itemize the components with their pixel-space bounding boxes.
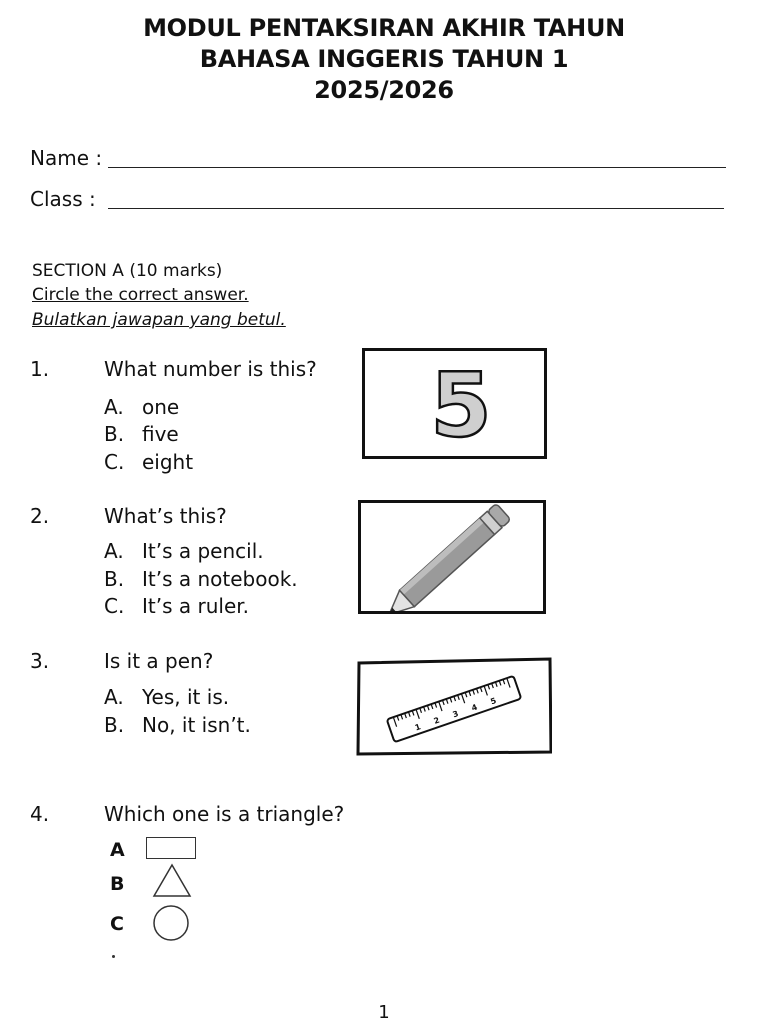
ruler-mark-label: 2 bbox=[432, 715, 441, 726]
instruction-english: Circle the correct answer. bbox=[32, 285, 249, 305]
name-field[interactable] bbox=[108, 167, 726, 168]
option-letter: C. bbox=[104, 450, 125, 474]
question-number: 4. bbox=[30, 802, 50, 826]
question-number: 3. bbox=[30, 649, 50, 673]
option-2c[interactable] bbox=[104, 594, 249, 618]
page-number: 1 bbox=[378, 1002, 390, 1023]
option-3a[interactable] bbox=[104, 685, 229, 709]
pencil-icon bbox=[361, 503, 543, 611]
title-line-1: MODUL PENTAKSIRAN AKHIR TAHUN bbox=[143, 14, 625, 42]
option-letter: C bbox=[110, 913, 124, 935]
option-text: five bbox=[142, 422, 179, 446]
option-1b[interactable] bbox=[104, 422, 179, 446]
class-label: Class : bbox=[30, 187, 96, 211]
ruler-mark-label: 1 bbox=[413, 722, 422, 733]
ruler-mark-label: 5 bbox=[489, 696, 498, 707]
question-text: Which one is a triangle? bbox=[104, 802, 345, 826]
question-number: 2. bbox=[30, 504, 50, 528]
option-text: eight bbox=[142, 450, 194, 474]
number-five-picture bbox=[365, 351, 544, 456]
option-letter: B bbox=[110, 873, 125, 895]
section-heading: SECTION A (10 marks) bbox=[32, 261, 223, 281]
option-1c[interactable] bbox=[104, 450, 193, 474]
option-text: It’s a ruler. bbox=[142, 594, 249, 618]
option-2a[interactable] bbox=[104, 539, 264, 563]
number-five-text: 5 bbox=[430, 354, 492, 456]
picture-box-number bbox=[362, 348, 547, 459]
option-text: No, it isn’t. bbox=[142, 713, 251, 737]
option-letter: B. bbox=[104, 567, 125, 591]
option-text: It’s a pencil. bbox=[142, 539, 264, 563]
option-letter: A bbox=[110, 839, 125, 861]
option-letter: C. bbox=[104, 594, 125, 618]
ruler-icon bbox=[356, 657, 552, 757]
option-letter: B. bbox=[104, 713, 125, 737]
option-text: Yes, it is. bbox=[142, 685, 230, 709]
class-field[interactable] bbox=[108, 208, 724, 209]
ruler-mark-label: 4 bbox=[470, 702, 479, 713]
question-text: What number is this? bbox=[104, 357, 317, 381]
option-letter: A. bbox=[104, 395, 124, 419]
picture-box-ruler bbox=[356, 657, 552, 757]
option-letter: B. bbox=[104, 422, 125, 446]
rectangle-icon[interactable] bbox=[146, 837, 196, 859]
title-line-2: BAHASA INGGERIS TAHUN 1 bbox=[199, 45, 569, 73]
question-text: Is it a pen? bbox=[104, 649, 214, 673]
picture-box-pencil bbox=[358, 500, 546, 614]
circle-icon[interactable] bbox=[152, 904, 190, 942]
option-letter: A. bbox=[104, 539, 124, 563]
option-1a[interactable] bbox=[104, 395, 179, 419]
stray-dot bbox=[112, 955, 115, 958]
ruler-mark-label: 3 bbox=[451, 709, 460, 720]
name-label: Name : bbox=[30, 146, 103, 170]
instruction-malay: Bulatkan jawapan yang betul. bbox=[32, 310, 286, 330]
option-letter: A. bbox=[104, 685, 124, 709]
question-number: 1. bbox=[30, 357, 50, 381]
title-line-3: 2025/2026 bbox=[314, 76, 454, 104]
option-2b[interactable] bbox=[104, 567, 298, 591]
question-text: What’s this? bbox=[104, 504, 227, 528]
triangle-icon[interactable] bbox=[152, 863, 192, 899]
option-text: It’s a notebook. bbox=[142, 567, 298, 591]
option-3b[interactable] bbox=[104, 713, 251, 737]
option-text: one bbox=[142, 395, 180, 419]
